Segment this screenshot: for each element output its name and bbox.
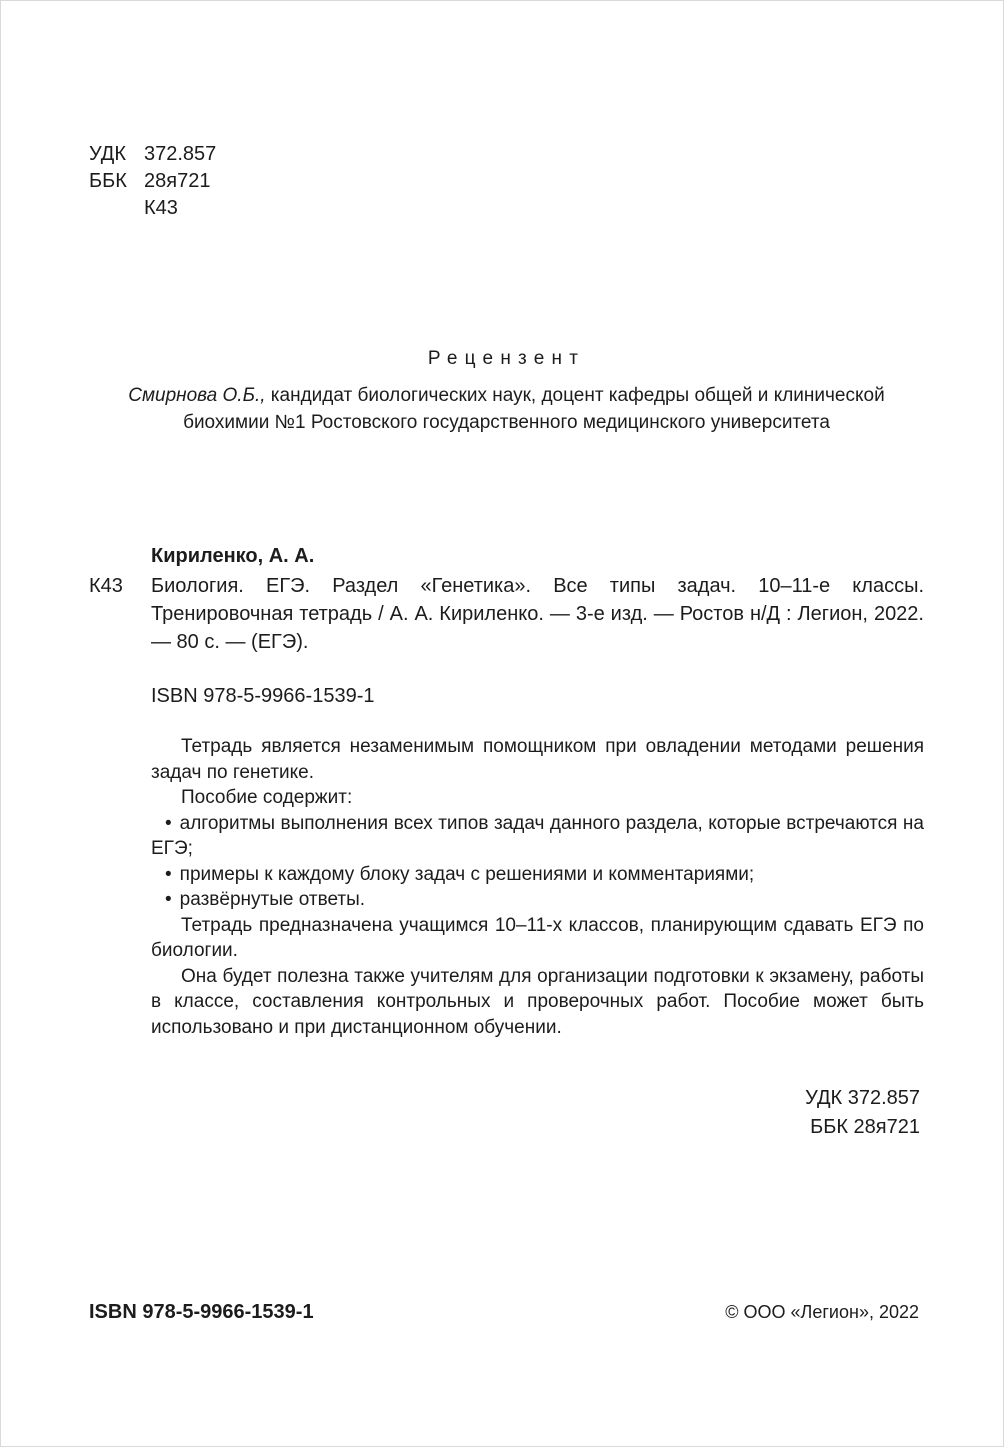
footer-copyright: © ООО «Легион», 2022 <box>725 1302 919 1322</box>
classification-codes-bottom <box>89 1084 924 1142</box>
annotation-paragraph: Тетрадь предназначена учащимся 10–11-х классов, планирующим сдавать ЕГЭ по биологии. <box>151 914 924 961</box>
annotation-paragraph: Тетрадь является незаменимым помощником при овладении методами решения задач по генетике. <box>151 736 924 783</box>
author-sign: К43 <box>144 197 178 219</box>
annotation-bullet <box>151 887 924 913</box>
annotation-bullet-text: примеры к каждому блоку задач с решениями и комментариями; <box>179 863 755 885</box>
bbk-label: ББК <box>89 170 127 192</box>
footer-isbn: ISBN 978-5-9966-1539-1 <box>89 1301 314 1323</box>
catalog-description-row <box>89 572 924 656</box>
reviewer-section <box>89 348 924 436</box>
bullet-icon: • <box>165 812 172 834</box>
bullet-icon: • <box>165 889 172 910</box>
udk-value: 372.857 <box>144 143 217 165</box>
udk-label: УДК <box>89 143 127 165</box>
bullet-icon: • <box>165 863 172 885</box>
page-footer <box>89 1301 919 1324</box>
annotation-bullet <box>151 811 924 862</box>
annotation-paragraph: Она будет полезна также учителям для организации подготовки к экзамену, работы в классе, составления контрольных и проверочных работ. Пособие может быть использовано и при дистанционном обучении. <box>151 965 924 1038</box>
reviewer-heading: Рецензент <box>427 348 586 369</box>
reviewer-text <box>107 382 907 436</box>
annotation-bullet-text: развёрнутые ответы. <box>179 889 366 910</box>
reviewer-credentials: кандидат биологических наук, доцент кафедры общей и клинической биохимии №1 Ростовского государственного медицинского университета <box>183 385 885 433</box>
bbk-bottom: ББК 28я721 <box>810 1116 920 1138</box>
bbk-line <box>89 168 924 195</box>
reviewer-name: Смирнова О.Б., <box>128 385 266 406</box>
bbk-value: 28я721 <box>144 170 211 192</box>
annotation-bullet-text: алгоритмы выполнения всех типов задач данного раздела, которые встречаются на ЕГЭ; <box>151 812 924 859</box>
annotation-bullet <box>151 862 924 888</box>
catalog-author: Кириленко, А. А. <box>151 545 315 567</box>
page-content <box>1 1 1003 1142</box>
udk-bottom: УДК 372.857 <box>805 1087 920 1109</box>
annotation <box>151 734 924 1040</box>
udk-line <box>89 141 924 168</box>
author-sign-line <box>89 195 924 222</box>
classification-codes-top <box>89 141 924 222</box>
catalog-description: Биология. ЕГЭ. Раздел «Генетика». Все типы задач. 10–11-е классы. Тренировочная тетрадь / А. А. Кириленко. — 3-е изд. — Ростов н/Д : Легион, 2022. — 80 с. — (ЕГЭ). <box>151 575 924 653</box>
isbn-line: ISBN 978-5-9966-1539-1 <box>151 685 375 707</box>
catalog-entry <box>89 542 924 710</box>
annotation-paragraph: Пособие содержит: <box>181 787 353 808</box>
catalog-code: К43 <box>89 575 123 597</box>
